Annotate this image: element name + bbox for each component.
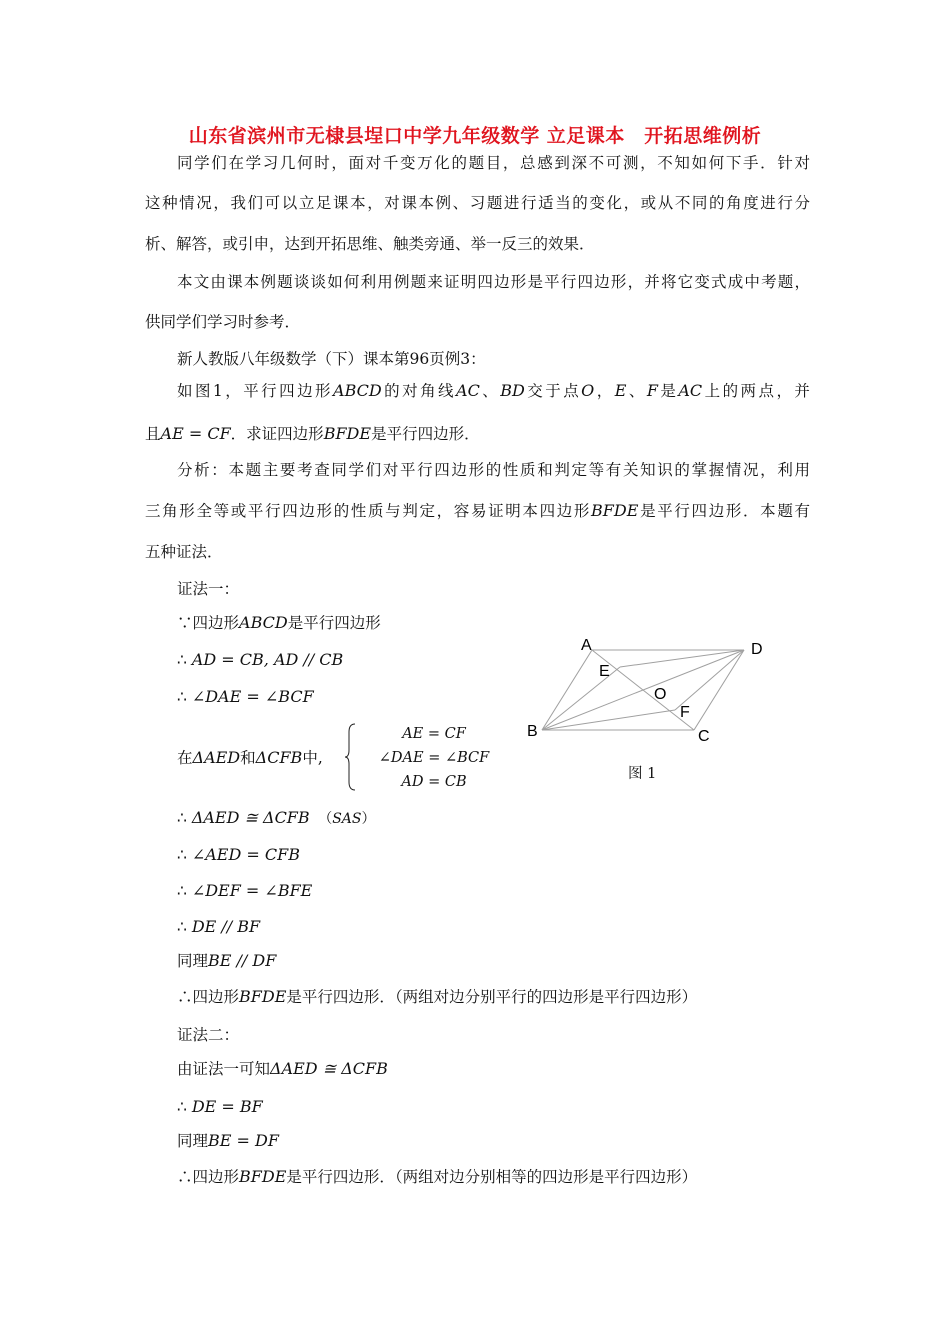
analysis-line2: 三角形全等或平行四边形的性质与判定，容易证明本四边形BFDE是平行四边形．本题有	[145, 501, 810, 520]
label-F: F	[680, 704, 690, 721]
intro-p1-line2: 这种情况，我们可以立足课本，对课本例、习题进行适当的变化，或从不同的角度进行分	[145, 194, 810, 212]
system-eq1: AE = CF	[402, 726, 466, 742]
proof2-step1: 由证法一可知ΔAED ≅ ΔCFB	[177, 1059, 388, 1078]
proof1-step7: ∴ ∠DEF = ∠BFE	[177, 881, 313, 900]
analysis-line1: 分析：本题主要考查同学们对平行四边形的性质和判定等有关知识的掌握情况，利用	[177, 461, 810, 479]
example-statement-line1: 如图1，平行四边形ABCD的对角线AC、BD交于点O，E、F是AC上的两点，并	[177, 381, 810, 400]
proof2-heading: 证法二：	[177, 1026, 240, 1044]
segment-ED	[620, 650, 744, 667]
intro-p1-line3: 析、解答，或引申，达到开拓思维、触类旁通、举一反三的效果．	[145, 235, 595, 253]
proof1-heading: 证法一：	[177, 580, 240, 598]
proof2-conclusion: ∴四边形BFDE是平行四边形．（两组对边分别相等的四边形是平行四边形）	[177, 1167, 698, 1186]
analysis-line3: 五种证法．	[145, 543, 223, 561]
system-eq2: ∠DAE = ∠BCF	[378, 750, 490, 766]
proof1-step1: ∵四边形ABCD是平行四边形	[177, 613, 381, 632]
example-statement-line2: 且AE = CF．求证四边形BFDE是平行四边形．	[145, 424, 480, 443]
proof1-conclusion: ∴四边形BFDE是平行四边形．（两组对边分别平行的四边形是平行四边形）	[177, 987, 698, 1006]
segment-BF	[542, 710, 675, 730]
proof1-step4-label: 在ΔAED和ΔCFB中,	[177, 748, 323, 767]
parallelogram-figure	[522, 630, 782, 750]
proof1-step8: ∴ DE // BF	[177, 917, 261, 936]
proof1-congruence-system	[177, 722, 517, 792]
diagonal-BD	[542, 650, 744, 730]
segment-AB	[542, 650, 592, 730]
proof1-step9: 同理BE // DF	[177, 951, 277, 970]
intro-p2-line2: 供同学们学习时参考．	[145, 313, 301, 331]
system-eq3: AD = CB	[401, 774, 467, 790]
proof1-step2: ∴ AD = CB, AD // CB	[177, 650, 344, 669]
segment-FD	[675, 650, 744, 710]
figure-caption: 图 1	[628, 766, 657, 782]
label-C: C	[698, 728, 710, 745]
intro-p2-line1: 本文由课本例题谈谈如何利用例题来证明四边形是平行四边形，并将它变式成中考题，	[177, 273, 810, 291]
intro-p1-line1: 同学们在学习几何时，面对千变万化的题目，总感到深不可测，不知如何下手．针对	[177, 154, 810, 172]
example-source: 新人教版八年级数学（下）课本第96页例3：	[177, 350, 486, 368]
proof1-step3: ∴ ∠DAE = ∠BCF	[177, 687, 314, 706]
label-D: D	[751, 641, 763, 658]
figure-lines	[542, 650, 744, 730]
label-A: A	[581, 637, 592, 654]
label-B: B	[527, 723, 538, 740]
proof2-step2: ∴ DE = BF	[177, 1097, 263, 1116]
proof1-step5: ∴ ΔAED ≅ ΔCFB （SAS）	[177, 808, 376, 827]
document-title: 山东省滨州市无棣县埕口中学九年级数学 立足课本 开拓思维例析	[188, 125, 762, 147]
proof1-step6: ∴ ∠AED = CFB	[177, 845, 300, 864]
proof2-step3: 同理BE = DF	[177, 1131, 279, 1150]
left-brace-icon	[345, 722, 357, 792]
label-E: E	[599, 663, 610, 680]
label-O: O	[654, 686, 667, 703]
segment-DC	[694, 650, 744, 730]
